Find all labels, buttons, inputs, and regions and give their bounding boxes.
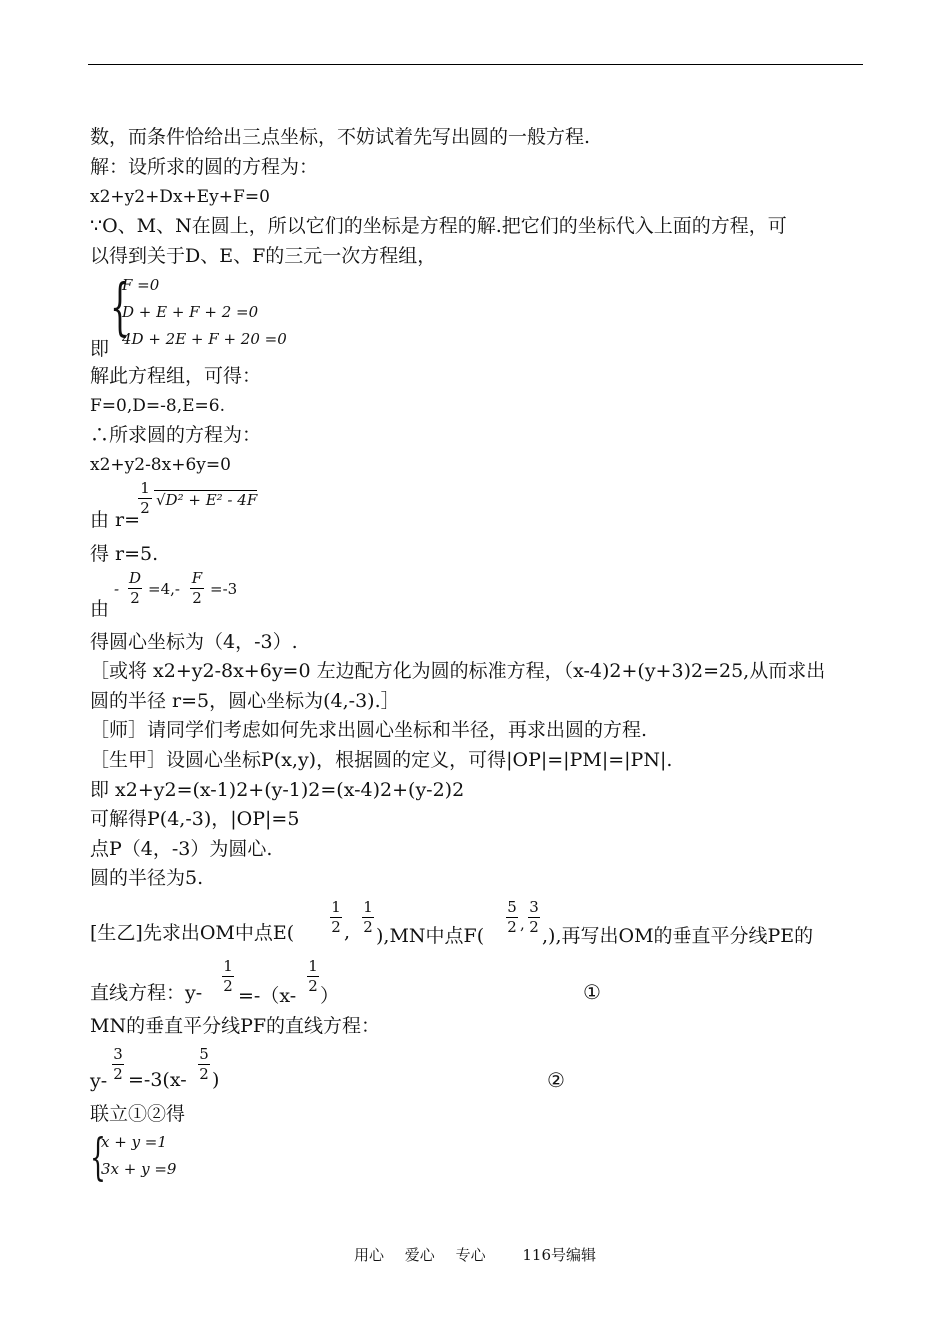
text-line: 圆的半径为5.	[90, 867, 204, 889]
minus-sign: -	[114, 580, 120, 598]
text-line: 由	[90, 598, 110, 620]
system-equation: 3x + y =9	[101, 1160, 177, 1178]
system-equation: 4D + 2E + F + 20 =0	[122, 330, 287, 348]
text-line: MN的垂直平分线PF的直线方程：	[90, 1015, 381, 1037]
fraction: 3 2	[529, 898, 539, 936]
fraction: 1 2	[331, 898, 341, 936]
text-line: 联立①②得	[90, 1103, 186, 1125]
fraction: 1 2	[363, 898, 373, 936]
equation-line: x2+y2-8x+6y=0	[90, 455, 231, 475]
text-line: ［或将 x2+y2-8x+6y=0 左边配方化为圆的标准方程，（x-4)2+(y+3)2=25,从而求出	[90, 660, 826, 682]
fraction: F 2	[191, 569, 203, 607]
text-line: ∴所求圆的方程为：	[90, 424, 262, 446]
text-line: 以得到关于D、E、F的三元一次方程组，	[90, 245, 437, 267]
sqrt-expression: √D² + E² - 4F	[156, 491, 258, 509]
comma: ,	[344, 921, 351, 943]
footer-text: 用心	[353, 1246, 384, 1264]
footer-text: 专心	[455, 1246, 486, 1264]
fraction: 1 2	[223, 957, 233, 995]
text-line: )	[212, 1069, 220, 1091]
text-line: 解：设所求的圆的方程为：	[90, 156, 319, 178]
text-line: 点P（4，-3）为圆心.	[90, 838, 273, 860]
circled-number-2: ②	[547, 1068, 565, 1092]
text-line: 数，而条件恰给出三点坐标，不妨试着先写出圆的一般方程.	[90, 126, 591, 148]
text-line: y-	[90, 1070, 108, 1092]
text-line: 解此方程组，可得：	[90, 365, 262, 387]
text-line: ),MN中点F(	[376, 925, 485, 947]
equation-line: x2+y2+Dx+Ey+F=0	[90, 187, 270, 207]
comma: ,	[520, 915, 525, 933]
footer-text: 爱心	[404, 1246, 435, 1264]
fraction: 1 2	[308, 957, 318, 995]
fraction: 5 2	[199, 1045, 209, 1083]
text-line: ）	[320, 985, 340, 1007]
fraction: D 2	[128, 569, 142, 607]
header-rule	[88, 64, 863, 65]
text-line: ,),再写出OM的垂直平分线PE的	[542, 925, 814, 947]
text-line: 圆的半径 r=5，圆心坐标为(4,-3).］	[90, 690, 400, 712]
page-footer	[0, 1244, 950, 1265]
text-line: ［师］请同学们考虑如何先求出圆心坐标和半径，再求出圆的方程.	[90, 719, 648, 741]
text-line: [生乙]先求出OM中点E(	[90, 922, 295, 944]
text-line: 由 r=	[90, 509, 141, 531]
fraction: 3 2	[113, 1045, 123, 1083]
formula-text: =-3	[210, 580, 238, 598]
left-brace: {	[90, 1128, 106, 1186]
fraction: 5 2	[507, 898, 517, 936]
text-line: =-3(x-	[128, 1069, 187, 1091]
text-line: 直线方程：y-	[90, 982, 203, 1004]
text-line: 可解得P(4,-3)，|OP|=5	[90, 808, 300, 830]
system-equation: D + E + F + 2 =0	[122, 303, 259, 321]
formula-text: =4,-	[148, 580, 180, 598]
text-line: 得 r=5.	[90, 543, 159, 565]
left-brace: {	[110, 270, 130, 343]
equation-line: F=0,D=-8,E=6.	[90, 396, 225, 416]
system-equation: F =0	[122, 276, 160, 294]
text-line: 即 x2+y2=(x-1)2+(y-1)2=(x-4)2+(y-2)2	[90, 779, 465, 801]
text-line: 即	[90, 338, 110, 360]
text-line: 得圆心坐标为（4，-3）.	[90, 631, 298, 653]
text-line: ∵O、M、N在圆上，所以它们的坐标是方程的解.把它们的坐标代入上面的方程，可	[90, 215, 787, 237]
system-equation: x + y =1	[101, 1133, 167, 1151]
circled-number-1: ①	[583, 980, 601, 1004]
text-line: =-（x-	[238, 985, 297, 1007]
fraction: 1 2	[138, 480, 152, 517]
footer-text: 116号编辑	[522, 1246, 597, 1264]
text-line: ［生甲］设圆心坐标P(x,y)，根据圆的定义，可得|OP|=|PM|=|PN|.	[90, 749, 673, 771]
